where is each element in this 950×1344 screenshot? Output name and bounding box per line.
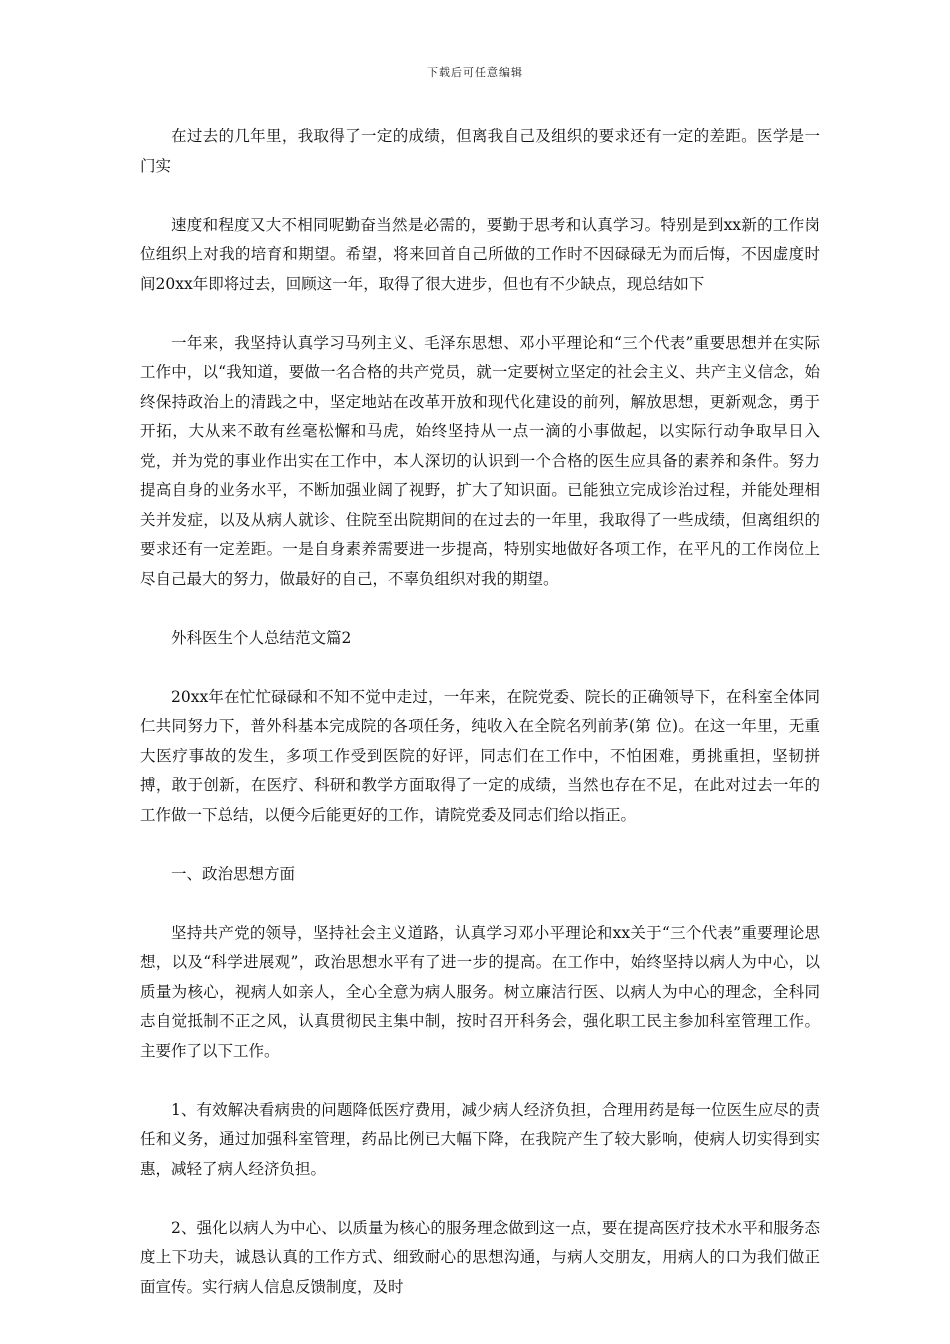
paragraph-diligence: 速度和程度又大不相同呢勤奋当然是必需的，要勤于思考和认真学习。特别是到xx新的工作岗位组织上对我的培育和期望。希望，将来回首自己所做的工作时不因碌碌无为而后悔，不因虚度时间20xx年即将过去，回顾这一年，取得了很大进步，但也有不少缺点，现总结如下 <box>140 215 820 293</box>
paragraph-year-review: 一年来，我坚持认真学习马列主义、毛泽东思想、邓小平理论和“三个代表”重要思想并在实际工作中，以“我知道，要做一名合格的共产党员，就一定要树立坚定的社会主义、共产主义信念，始终保持政治上的清践之中，坚定地站在改革开放和现代化建设的前列，解放思想，更新观念，勇于开拓，大从来不敢有丝毫松懈和马虎，始终坚持从一点一滴的小事做起，以实际行动争取早日入党，并为党的事业作出实在工作中，本人深切的认识到一个合格的医生应具备的素养和条件。努力提高自身的业务水平，不断加强业阔了视野，扩大了知识面。已能独立完成诊治过程，并能处理相关并发症，以及从病人就诊、住院至出院期间的在过去的一年里，我取得了一些成绩，但离组织的要求还有一定差距。一是自身素养需要进一步提高，特别实地做好各项工作，在平凡的工作岗位上尽自己最大的努力，做最好的自己，不辜负组织对我的期望。 <box>140 333 820 588</box>
section-title-article-2: 外科医生个人总结范文篇2 <box>171 628 352 647</box>
section-heading-political: 一、政治思想方面 <box>171 864 296 883</box>
paragraph-intro: 在过去的几年里，我取得了一定的成绩，但离我自己及组织的要求还有一定的差距。医学是一门实 <box>140 127 820 175</box>
header-note: 下载后可任意编辑 <box>427 66 523 79</box>
document-body <box>140 122 820 1332</box>
list-item-2: 2、强化以病人为中心、以质量为核心的服务理念做到这一点，要在提高医疗技术水平和服务态度上下功夫，诚恳认真的工作方式、细致耐心的思想沟通，与病人交朋友，用病人的口为我们做正面宣传。实行病人信息反馈制度，及时 <box>140 1218 820 1296</box>
paragraph-annual-summary: 20xx年在忙忙碌碌和不知不觉中走过，一年来，在院党委、院长的正确领导下，在科室全体同仁共同努力下，普外科基本完成院的各项任务，纯收入在全院名列前茅(第 位)。在这一年里，无重大医疗事故的发生，多项工作受到医院的好评，同志们在工作中，不怕困难，勇挑重担，坚韧拼搏，敢于创新，在医疗、科研和教学方面取得了一定的成绩，当然也存在不足，在此对过去一年的工作做一下总结，以便今后能更好的工作，请院党委及同志们给以指正。 <box>140 687 820 824</box>
list-item-1: 1、有效解决看病贵的问题降低医疗费用，减少病人经济负担，合理用药是每一位医生应尽的责任和义务，通过加强科室管理，药品比例已大幅下降，在我院产生了较大影响，使病人切实得到实惠，减轻了病人经济负担。 <box>140 1100 820 1178</box>
paragraph-political: 坚持共产党的领导，坚持社会主义道路，认真学习邓小平理论和xx关于“三个代表”重要理论思想，以及“科学进展观”，政治思想水平有了进一步的提高。在工作中，始终坚持以病人为中心，以质量为核心，视病人如亲人，全心全意为病人服务。树立廉洁行医、以病人为中心的理念，全科同志自觉抵制不正之风，认真贯彻民主集中制，按时召开科务会，强化职工民主参加科室管理工作。主要作了以下工作。 <box>140 923 820 1060</box>
